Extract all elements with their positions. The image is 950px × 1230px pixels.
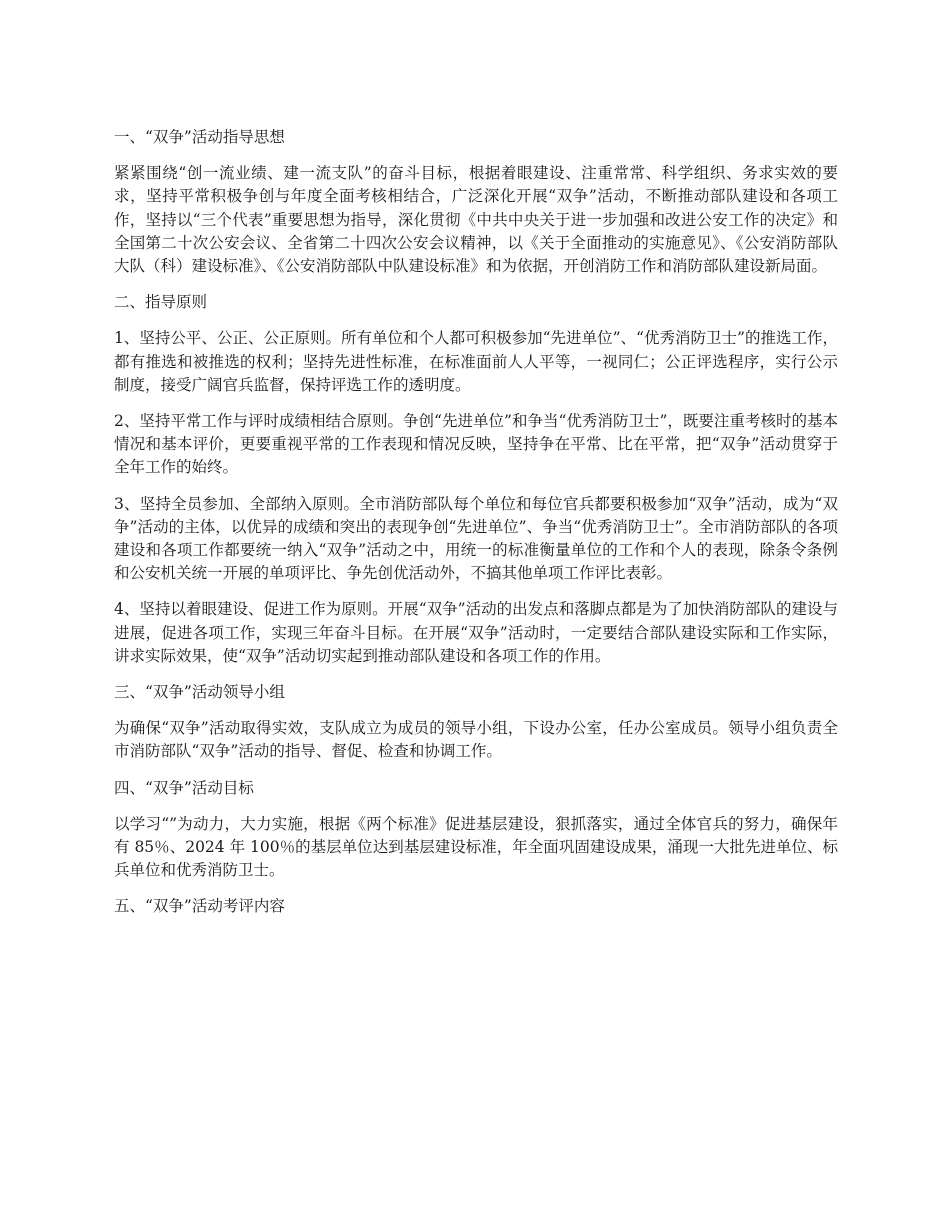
section-4-paragraph-1: 以学习“”为动力，大力实施，根据《两个标准》促进基层建设，狠抓落实，通过全体官兵的努力，确保年有 85％、2024 年 100％的基层单位达到基层建设标准，年全面巩固建设成果，涌现一大批先进单位、标兵单位和优秀消防卫士。 (114, 814, 838, 880)
section-heading-1: 一、“双争”活动指导思想 (114, 128, 285, 146)
section-1-paragraph-1: 紧紧围绕“创一流业绩、建一流支队”的奋斗目标，根据着眼建设、注重常常、科学组织、务求实效的要求，坚持平常积极争创与年度全面考核相结合，广泛深化开展“双争”活动，不断推动部队建设和各项工作，坚持以“三个代表”重要思想为指导，深化贯彻《中共中央关于进一步加强和改进公安工作的决定》和全国第二十次公安会议、全省第二十四次公安会议精神，以《关于全面推动的实施意见》、《公安消防部队大队（科）建设标准》、《公安消防部队中队建设标准》和为依据，开创消防工作和消防部队建设新局面。 (114, 164, 838, 276)
section-heading-4: 四、“双争”活动目标 (114, 778, 254, 797)
section-heading-3: 三、“双争”活动领导小组 (114, 683, 285, 702)
section-3-paragraph-1: 为确保“双争”活动取得实效，支队成立为成员的领导小组，下设办公室，任办公室成员。领导小组负责全市消防部队“双争”活动的指导、督促、检查和协调工作。 (114, 719, 838, 761)
document-page (114, 126, 838, 932)
section-heading-5: 五、“双争”活动考评内容 (114, 897, 285, 916)
section-2-paragraph-2: 2、坚持平常工作与评时成绩相结合原则。争创“先进单位”和争当“优秀消防卫士”，既要注重考核时的基本情况和基本评价，更要重视平常的工作表现和情况反映，坚持争在平常、比在平常，把“双争”活动贯穿于全年工作的始终。 (114, 412, 838, 477)
section-2-paragraph-3: 3、坚持全员参加、全部纳入原则。全市消防部队每个单位和每位官兵都要积极参加“双争”活动，成为“双争”活动的主体，以优异的成绩和突出的表现争创“先进单位”、争当“优秀消防卫士”。全市消防部队的各项建设和各项工作都要统一纳入“双争”活动之中，用统一的标准衡量单位的工作和个人的表现，除条令条例和公安机关统一开展的单项评比、争先创优活动外，不搞其他单项工作评比表彰。 (114, 494, 838, 583)
section-heading-2: 二、指导原则 (114, 293, 208, 312)
section-2-paragraph-1: 1、坚持公平、公正、公正原则。所有单位和个人都可积极参加“先进单位”、“优秀消防卫士”的推选工作，都有推选和被推选的权利；坚持先进性标准，在标准面前人人平等，一视同仁；公正评选程序，实行公示制度，接受广阔官兵监督，保持评选工作的透明度。 (114, 329, 838, 394)
section-2-paragraph-4: 4、坚持以着眼建设、促进工作为原则。开展“双争”活动的出发点和落脚点都是为了加快消防部队的建设与进展，促进各项工作，实现三年奋斗目标。在开展“双争”活动时，一定要结合部队建设实际和工作实际，讲求实际效果，使“双争”活动切实起到推动部队建设和各项工作的作用。 (114, 600, 838, 665)
